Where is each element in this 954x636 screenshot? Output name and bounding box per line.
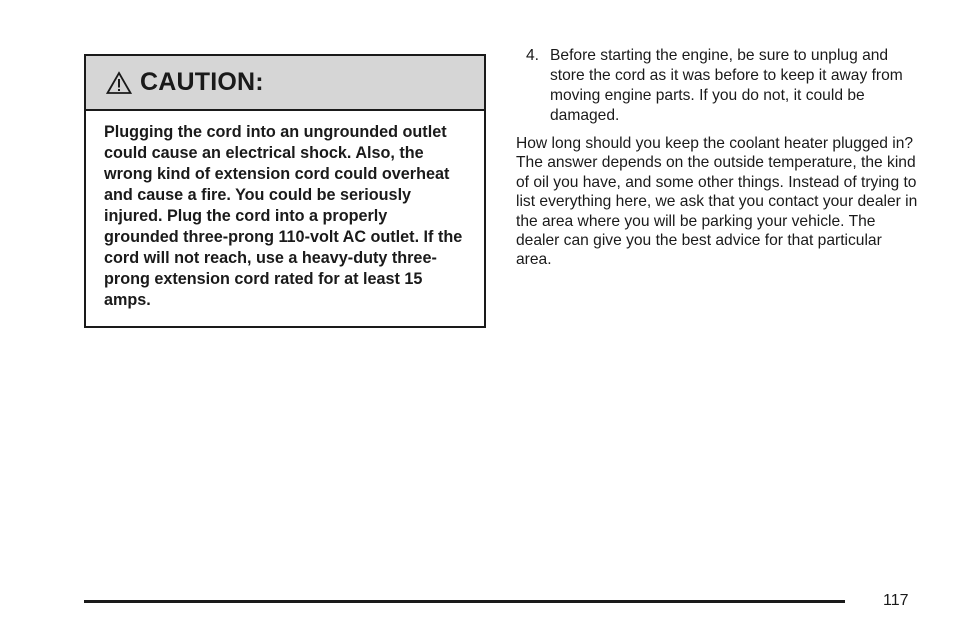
caution-text: Plugging the cord into an ungrounded outlet could cause an electrical shock. Also, the wrong kind of extension cord could overheat and cause a fire. You could be seriously injured. Plug the cord into a properly grounded three-prong 110-volt AC outlet. If the cord will not reach, use a heavy-duty three-prong extension cord rated for at least 15 amps.	[104, 123, 463, 309]
warning-triangle-icon	[106, 71, 132, 95]
caution-title: CAUTION:	[140, 68, 264, 96]
caution-box	[84, 54, 486, 328]
right-column	[516, 46, 921, 270]
step-text: Before starting the engine, be sure to unplug and store the cord as it was before to keep it away from moving engine parts. If you do not, it could be damaged.	[550, 47, 903, 124]
page-number: 117	[883, 592, 909, 609]
body-paragraph: How long should you keep the coolant heater plugged in? The answer depends on the outside temperature, the kind of oil you have, and some other things. Instead of trying to list everything here, we ask that you contact your dealer in the area where you will be parking your vehicle. The dealer can give you the best advice for that particular area.	[516, 135, 918, 269]
list-item	[516, 46, 921, 126]
footer-divider	[84, 600, 845, 603]
caution-header	[86, 56, 484, 111]
step-number: 4.	[526, 47, 540, 64]
